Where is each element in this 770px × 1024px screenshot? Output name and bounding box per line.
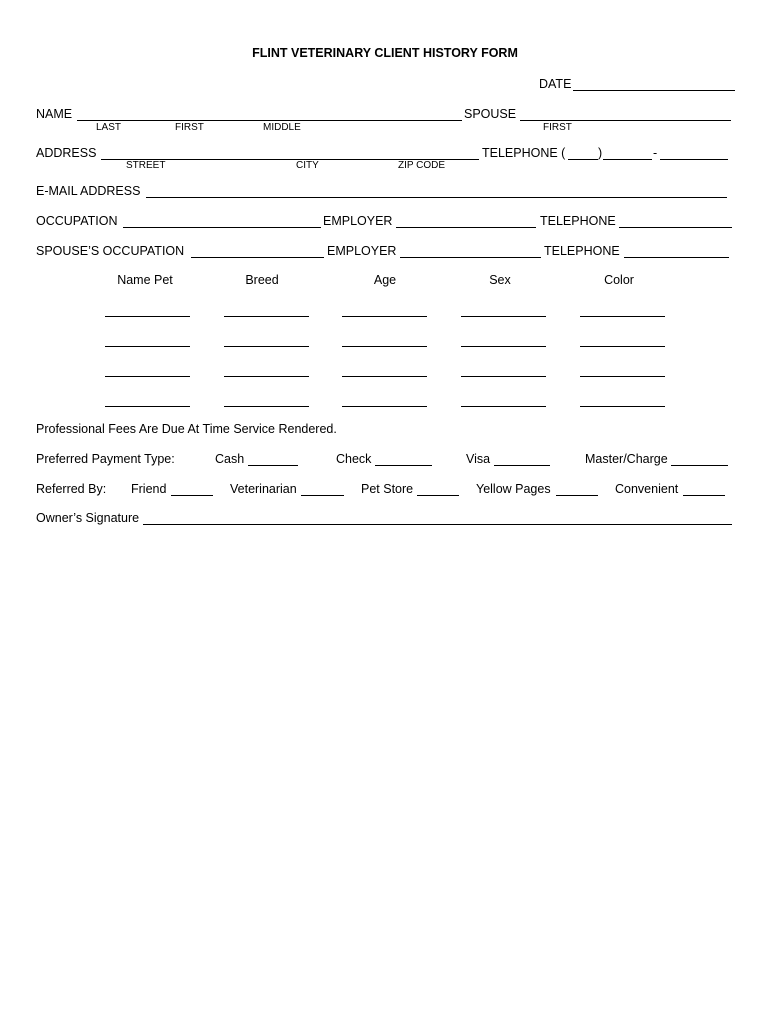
telephone-prefix-field[interactable]	[603, 159, 652, 160]
pet-sex-field[interactable]	[461, 316, 546, 317]
spouse-telephone-field[interactable]	[624, 257, 729, 258]
email-label: E-MAIL ADDRESS	[36, 184, 141, 198]
telephone-line-field[interactable]	[660, 159, 728, 160]
occupation-label: OCCUPATION	[36, 214, 118, 228]
pet-breed-field[interactable]	[224, 376, 309, 377]
date-label: DATE	[539, 77, 572, 91]
referral-friend-field[interactable]	[171, 495, 213, 496]
pet-sex-field[interactable]	[461, 376, 546, 377]
spouse-occupation-label: SPOUSE’S OCCUPATION	[36, 244, 185, 258]
pet-color-field[interactable]	[580, 316, 665, 317]
referral-petstore-label: Pet Store	[361, 482, 414, 496]
signature-field[interactable]	[143, 524, 732, 525]
employer-label: EMPLOYER	[323, 214, 393, 228]
pet-breed-field[interactable]	[224, 346, 309, 347]
name-label: NAME	[36, 107, 73, 121]
pet-name-field[interactable]	[105, 406, 190, 407]
pet-header-name: Name Pet	[117, 273, 173, 287]
payment-visa-field[interactable]	[494, 465, 550, 466]
pet-header-age: Age	[373, 273, 397, 287]
spouse-occupation-field[interactable]	[191, 257, 324, 258]
address-label: ADDRESS	[36, 146, 97, 160]
payment-cash-label: Cash	[215, 452, 245, 466]
pet-breed-field[interactable]	[224, 316, 309, 317]
pet-sex-field[interactable]	[461, 346, 546, 347]
spouse-telephone-label: TELEPHONE	[544, 244, 620, 258]
payment-label: Preferred Payment Type:	[36, 452, 175, 466]
pet-age-field[interactable]	[342, 346, 427, 347]
pet-color-field[interactable]	[580, 376, 665, 377]
pet-sex-field[interactable]	[461, 406, 546, 407]
name-sub-first: FIRST	[175, 122, 204, 133]
pet-age-field[interactable]	[342, 316, 427, 317]
payment-check-field[interactable]	[375, 465, 432, 466]
referral-friend-label: Friend	[131, 482, 167, 496]
referral-petstore-field[interactable]	[417, 495, 459, 496]
name-field[interactable]	[77, 120, 462, 121]
pet-color-field[interactable]	[580, 346, 665, 347]
spouse-employer-label: EMPLOYER	[327, 244, 397, 258]
pet-breed-field[interactable]	[224, 406, 309, 407]
spouse-label: SPOUSE	[464, 107, 517, 121]
pet-name-field[interactable]	[105, 346, 190, 347]
address-sub-city: CITY	[296, 160, 319, 171]
email-field[interactable]	[146, 197, 727, 198]
name-sub-last: LAST	[96, 122, 122, 133]
payment-mastercharge-label: Master/Charge	[585, 452, 668, 466]
pet-name-field[interactable]	[105, 376, 190, 377]
telephone-paren-close: )	[598, 146, 603, 160]
pet-header-sex: Sex	[489, 273, 511, 287]
spouse-field[interactable]	[520, 120, 731, 121]
referral-yellowpages-label: Yellow Pages	[476, 482, 551, 496]
payment-check-label: Check	[336, 452, 372, 466]
telephone-area-field[interactable]	[568, 159, 598, 160]
spouse-sub-first: FIRST	[543, 122, 572, 133]
date-field[interactable]	[573, 90, 735, 91]
pet-header-color: Color	[604, 273, 634, 287]
pet-age-field[interactable]	[342, 406, 427, 407]
payment-cash-field[interactable]	[248, 465, 298, 466]
pet-header-breed: Breed	[245, 273, 279, 287]
fees-note: Professional Fees Are Due At Time Service Rendered.	[36, 422, 337, 436]
payment-mastercharge-field[interactable]	[671, 465, 728, 466]
signature-label: Owner’s Signature	[36, 511, 140, 525]
spouse-employer-field[interactable]	[400, 257, 541, 258]
address-sub-street: STREET	[126, 160, 166, 171]
referral-veterinarian-field[interactable]	[301, 495, 344, 496]
address-sub-zip: ZIP CODE	[398, 160, 446, 171]
work-telephone-label: TELEPHONE	[540, 214, 616, 228]
name-sub-middle: MIDDLE	[263, 122, 301, 133]
referral-veterinarian-label: Veterinarian	[230, 482, 297, 496]
form-title: FLINT VETERINARY CLIENT HISTORY FORM	[252, 46, 518, 60]
work-telephone-field[interactable]	[619, 227, 732, 228]
employer-field[interactable]	[396, 227, 536, 228]
pet-age-field[interactable]	[342, 376, 427, 377]
referral-label: Referred By:	[36, 482, 107, 496]
payment-visa-label: Visa	[466, 452, 491, 466]
telephone-label: TELEPHONE (	[482, 146, 566, 160]
referral-convenient-label: Convenient	[615, 482, 679, 496]
referral-yellowpages-field[interactable]	[556, 495, 598, 496]
occupation-field[interactable]	[123, 227, 321, 228]
referral-convenient-field[interactable]	[683, 495, 725, 496]
pet-name-field[interactable]	[105, 316, 190, 317]
pet-color-field[interactable]	[580, 406, 665, 407]
telephone-dash: -	[653, 146, 658, 160]
